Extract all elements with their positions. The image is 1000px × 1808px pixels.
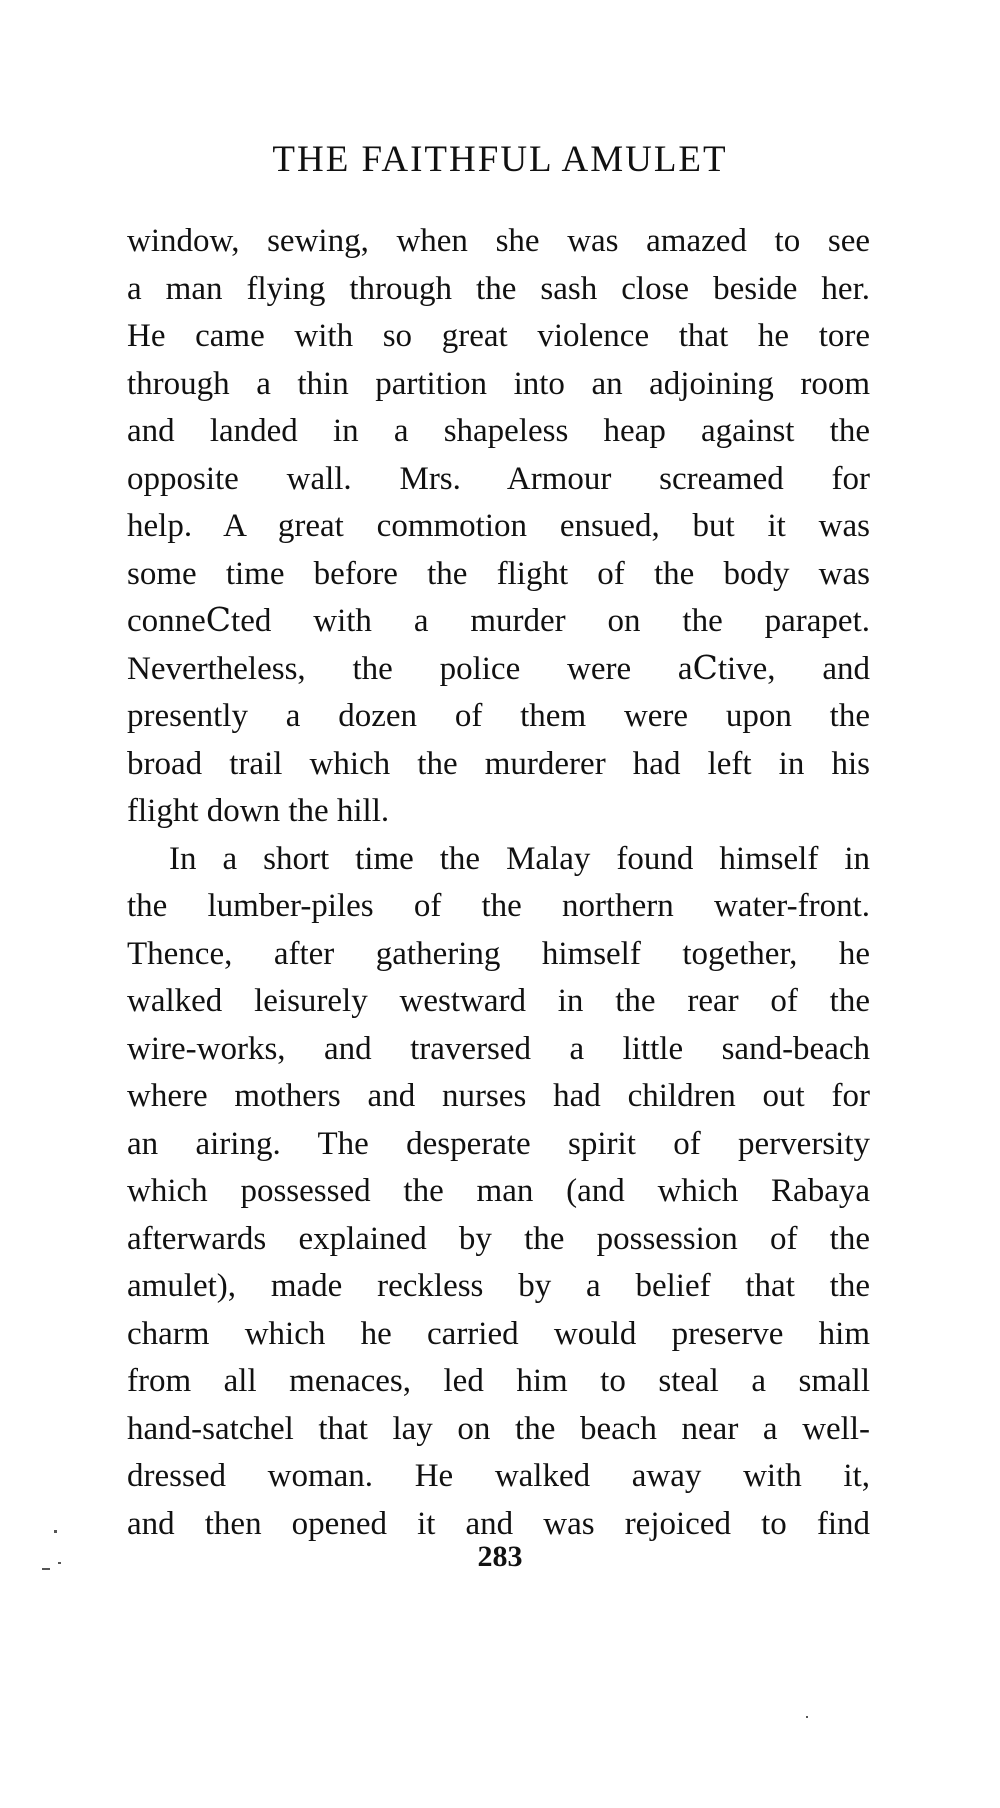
text-line: afterwards explained by the possession of the <box>127 1220 870 1257</box>
body-text <box>127 218 870 1548</box>
text-line: He came with so great violence that he tore <box>127 318 870 354</box>
text-line: broad trail which the murderer had left in his <box>127 745 870 782</box>
text-line: help. A great commotion ensued, but it was <box>127 508 870 544</box>
text-line: and then opened it and was rejoiced to find <box>127 1505 870 1542</box>
page-number: 283 <box>477 1540 523 1573</box>
text-line: which possessed the man (and which Rabaya <box>127 1173 870 1209</box>
scan-speck <box>42 1568 50 1570</box>
text-line: through a thin partition into an adjoining room <box>127 365 870 402</box>
text-line: wire-works, and traversed a little sand-beach <box>127 1030 870 1067</box>
text-line: hand-satchel that lay on the beach near a well- <box>127 1410 870 1447</box>
text-line: window, sewing, when she was amazed to see <box>127 223 870 259</box>
scan-speck <box>806 1716 808 1718</box>
text-line: the lumber-piles of the northern water-front. <box>127 888 870 924</box>
running-head: THE FAITHFUL AMULET <box>272 139 728 180</box>
text-line: opposite wall. Mrs. Armour screamed for <box>127 460 870 497</box>
scan-speck <box>54 1530 57 1533</box>
paragraph-first-line: In a short time the Malay found himself in <box>169 840 870 877</box>
text-line: some time before the flight of the body was <box>127 555 870 592</box>
text-line: where mothers and nurses had children out for <box>127 1078 870 1114</box>
text-line: presently a dozen of them were upon the <box>127 698 870 734</box>
text-line: a man flying through the sash close beside her. <box>127 270 870 307</box>
text-line: and landed in a shapeless heap against the <box>127 413 870 449</box>
text-line: dressed woman. He walked away with it, <box>127 1458 870 1494</box>
text-line: flight down the hill. <box>127 793 390 829</box>
scan-speck <box>58 1562 61 1564</box>
text-line: amulet), made reckless by a belief that the <box>127 1268 870 1304</box>
text-line: charm which he carried would preserve him <box>127 1315 870 1352</box>
text-line: Thence, after gathering himself together, he <box>127 935 870 972</box>
text-line: an airing. The desperate spirit of perversity <box>127 1125 870 1162</box>
text-line: conneⅭted with a murder on the parapet. <box>127 603 870 639</box>
text-line: walked leisurely westward in the rear of the <box>127 983 870 1019</box>
text-line: from all menaces, led him to steal a small <box>127 1363 870 1399</box>
text-line: Nevertheless, the police were aⅭtive, and <box>127 650 870 687</box>
